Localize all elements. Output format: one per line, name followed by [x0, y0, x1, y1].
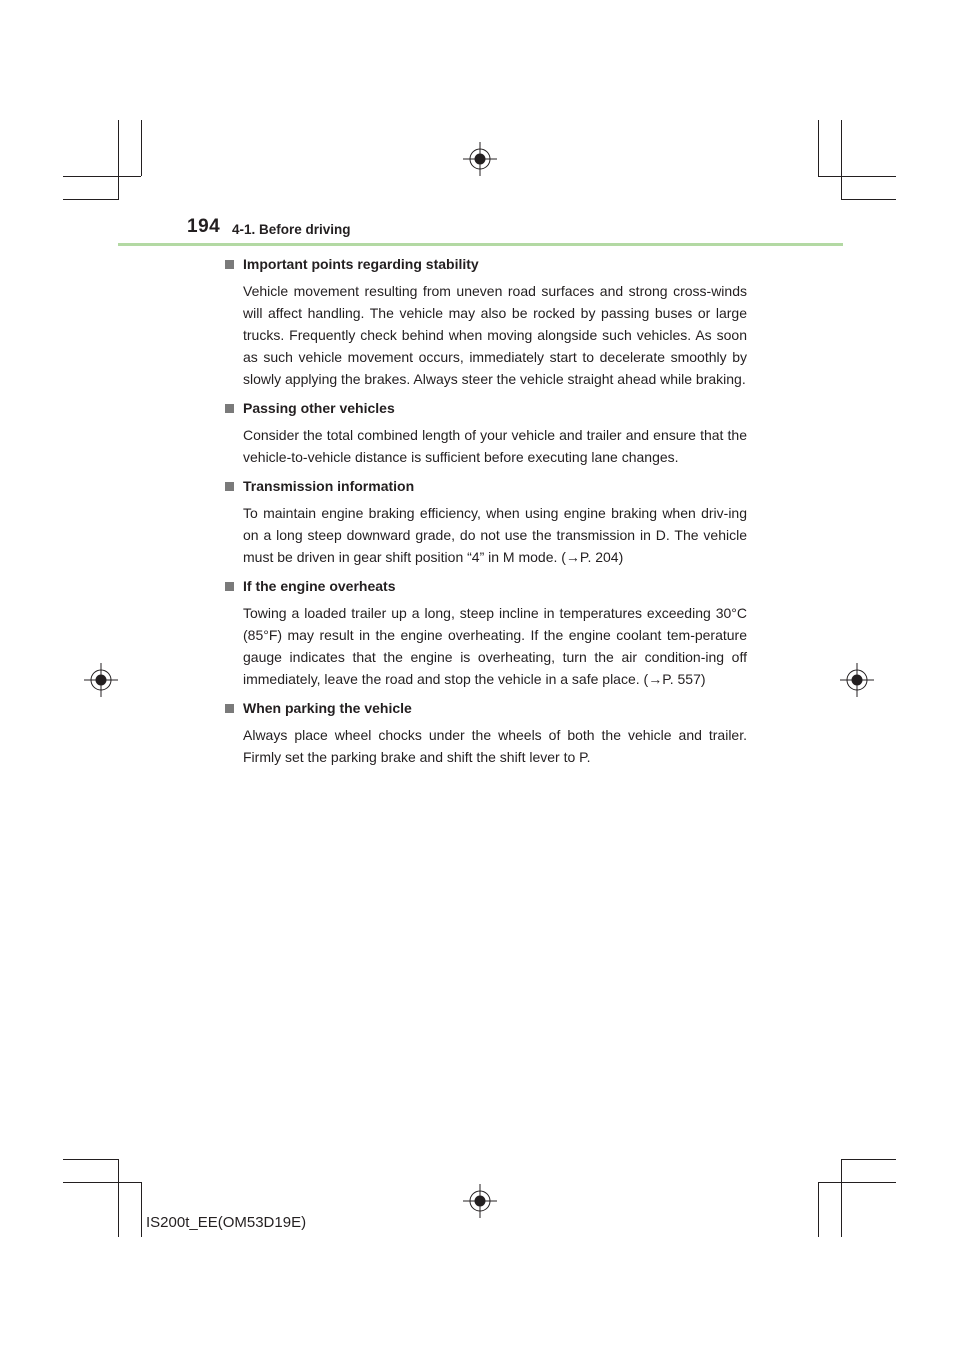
section-body: Vehicle movement resulting from uneven road surfaces and strong cross-winds will affect handling. The vehicle may also be rocked by passing buses or large trucks. Frequently check behind when moving alongside such vehicles. As soon as such vehicle movement occurs, immediately start to decelerate smoothly by slowly applying the brakes. Always steer the vehicle straight ahead while braking. — [243, 283, 747, 387]
page-content — [225, 254, 747, 776]
crop-mark-bottom-right-vertical-2 — [818, 1182, 819, 1237]
crop-mark-top-right-horizontal-2 — [841, 199, 896, 200]
header-rule — [118, 243, 843, 246]
crop-mark-top-right-vertical — [818, 120, 819, 176]
page-number: 194 — [187, 216, 221, 237]
section-heading-text: Transmission information — [243, 478, 415, 494]
section-body: Always place wheel chocks under the wheels of both the vehicle and trailer. Firmly set the parking brake and shift the shift lever to P. — [243, 727, 747, 765]
section-heading-text: If the engine overheats — [243, 578, 396, 594]
crop-mark-top-left-horizontal — [63, 176, 141, 177]
section-heading — [225, 398, 747, 418]
registration-mark-top-icon — [463, 142, 497, 176]
section-body: To maintain engine braking efficiency, when using engine braking when driv-ing on a long steep downward grade, do not use the transmission in D. The vehicle must be driven in gear shift position “4” in M mode. (→P. 204) — [243, 505, 747, 565]
crop-mark-top-left-vertical — [118, 120, 119, 200]
crop-mark-top-right-vertical-2 — [841, 120, 842, 200]
crop-mark-top-right-horizontal — [818, 176, 896, 177]
crop-mark-bottom-left-horizontal — [63, 1159, 118, 1160]
square-bullet-icon — [225, 404, 234, 413]
crop-mark-bottom-right-horizontal — [841, 1159, 896, 1160]
registration-mark-left-icon — [84, 663, 118, 697]
section-heading — [225, 254, 747, 274]
section-passing-other-vehicles — [225, 398, 747, 468]
square-bullet-icon — [225, 260, 234, 269]
crop-mark-bottom-left-vertical — [118, 1159, 119, 1237]
section-heading — [225, 576, 747, 596]
section-heading-text: Passing other vehicles — [243, 400, 395, 416]
section-heading-text: When parking the vehicle — [243, 700, 412, 716]
crop-mark-bottom-left-horizontal-2 — [63, 1182, 141, 1183]
square-bullet-icon — [225, 482, 234, 491]
section-heading-text: Important points regarding stability — [243, 256, 479, 272]
section-parking-the-vehicle — [225, 698, 747, 768]
square-bullet-icon — [225, 582, 234, 591]
section-body: Towing a loaded trailer up a long, steep incline in temperatures exceeding 30°C (85°F) may result in the engine overheating. If the engine coolant tem-perature gauge indicates that the engine is overheating, turn the air condition-ing off immediately, leave the road and stop the vehicle in a safe place. (→P. 557) — [243, 605, 747, 687]
section-heading — [225, 476, 747, 496]
registration-mark-right-icon — [840, 663, 874, 697]
section-engine-overheats — [225, 576, 747, 690]
crop-mark-top-left-vertical-2 — [141, 120, 142, 176]
section-transmission-information — [225, 476, 747, 568]
crop-mark-bottom-right-horizontal-2 — [818, 1182, 896, 1183]
document-code: IS200t_EE(OM53D19E) — [146, 1214, 307, 1231]
section-important-points-stability — [225, 254, 747, 390]
crop-mark-top-left-horizontal-2 — [63, 199, 118, 200]
section-title: 4-1. Before driving — [232, 222, 351, 237]
section-body: Consider the total combined length of your vehicle and trailer and ensure that the vehicle-to-vehicle distance is sufficient before executing lane changes. — [243, 427, 747, 465]
crop-mark-bottom-left-vertical-2 — [141, 1182, 142, 1237]
square-bullet-icon — [225, 704, 234, 713]
registration-mark-bottom-icon — [463, 1184, 497, 1218]
section-heading — [225, 698, 747, 718]
crop-mark-bottom-right-vertical — [841, 1159, 842, 1237]
